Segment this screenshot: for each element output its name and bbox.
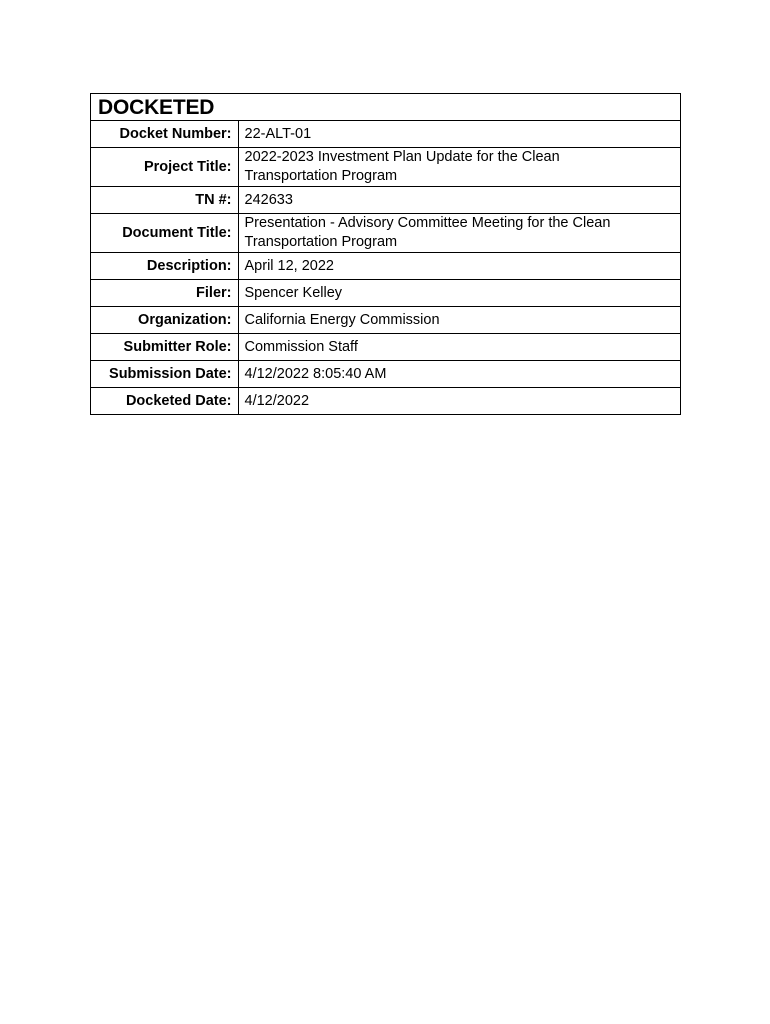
row-filer [91,280,680,307]
row-description [91,253,680,280]
description-value: April 12, 2022 [238,253,680,280]
docket-number-value: 22-ALT-01 [244,125,312,142]
organization-label: Organization: [91,307,238,334]
project-title-label: Project Title: [91,148,238,187]
document-title-label: Document Title: [91,214,238,253]
document-title-value: Presentation - Advisory Committee Meeting for the Clean Transportation Program [238,214,680,253]
row-organization [91,307,680,334]
filer-label: Filer: [91,280,238,307]
docketed-date-label: Docketed Date: [91,388,238,415]
tn-number-label: TN #: [91,187,238,214]
tn-number-value: 242633 [238,187,680,214]
row-docket-number [91,121,680,148]
docket-number-label: Docket Number: [91,121,238,148]
row-submission-date [91,361,680,388]
docketed-date-value: 4/12/2022 [238,388,680,415]
project-title-value: 2022-2023 Investment Plan Update for the Clean Transportation Program [238,148,680,187]
description-label: Description: [91,253,238,280]
submission-date-label: Submission Date: [91,361,238,388]
docket-info-table [91,121,680,414]
row-project-title [91,148,680,187]
row-tn-number [91,187,680,214]
submitter-role-value: Commission Staff [238,334,680,361]
docket-info-box [90,93,681,415]
submission-date-value: 4/12/2022 8:05:40 AM [238,361,680,388]
row-document-title [91,214,680,253]
submitter-role-label: Submitter Role: [91,334,238,361]
row-docketed-date [91,388,680,415]
docketed-heading: DOCKETED [91,94,680,121]
filer-value: Spencer Kelley [238,280,680,307]
row-submitter-role [91,334,680,361]
organization-value: California Energy Commission [238,307,680,334]
